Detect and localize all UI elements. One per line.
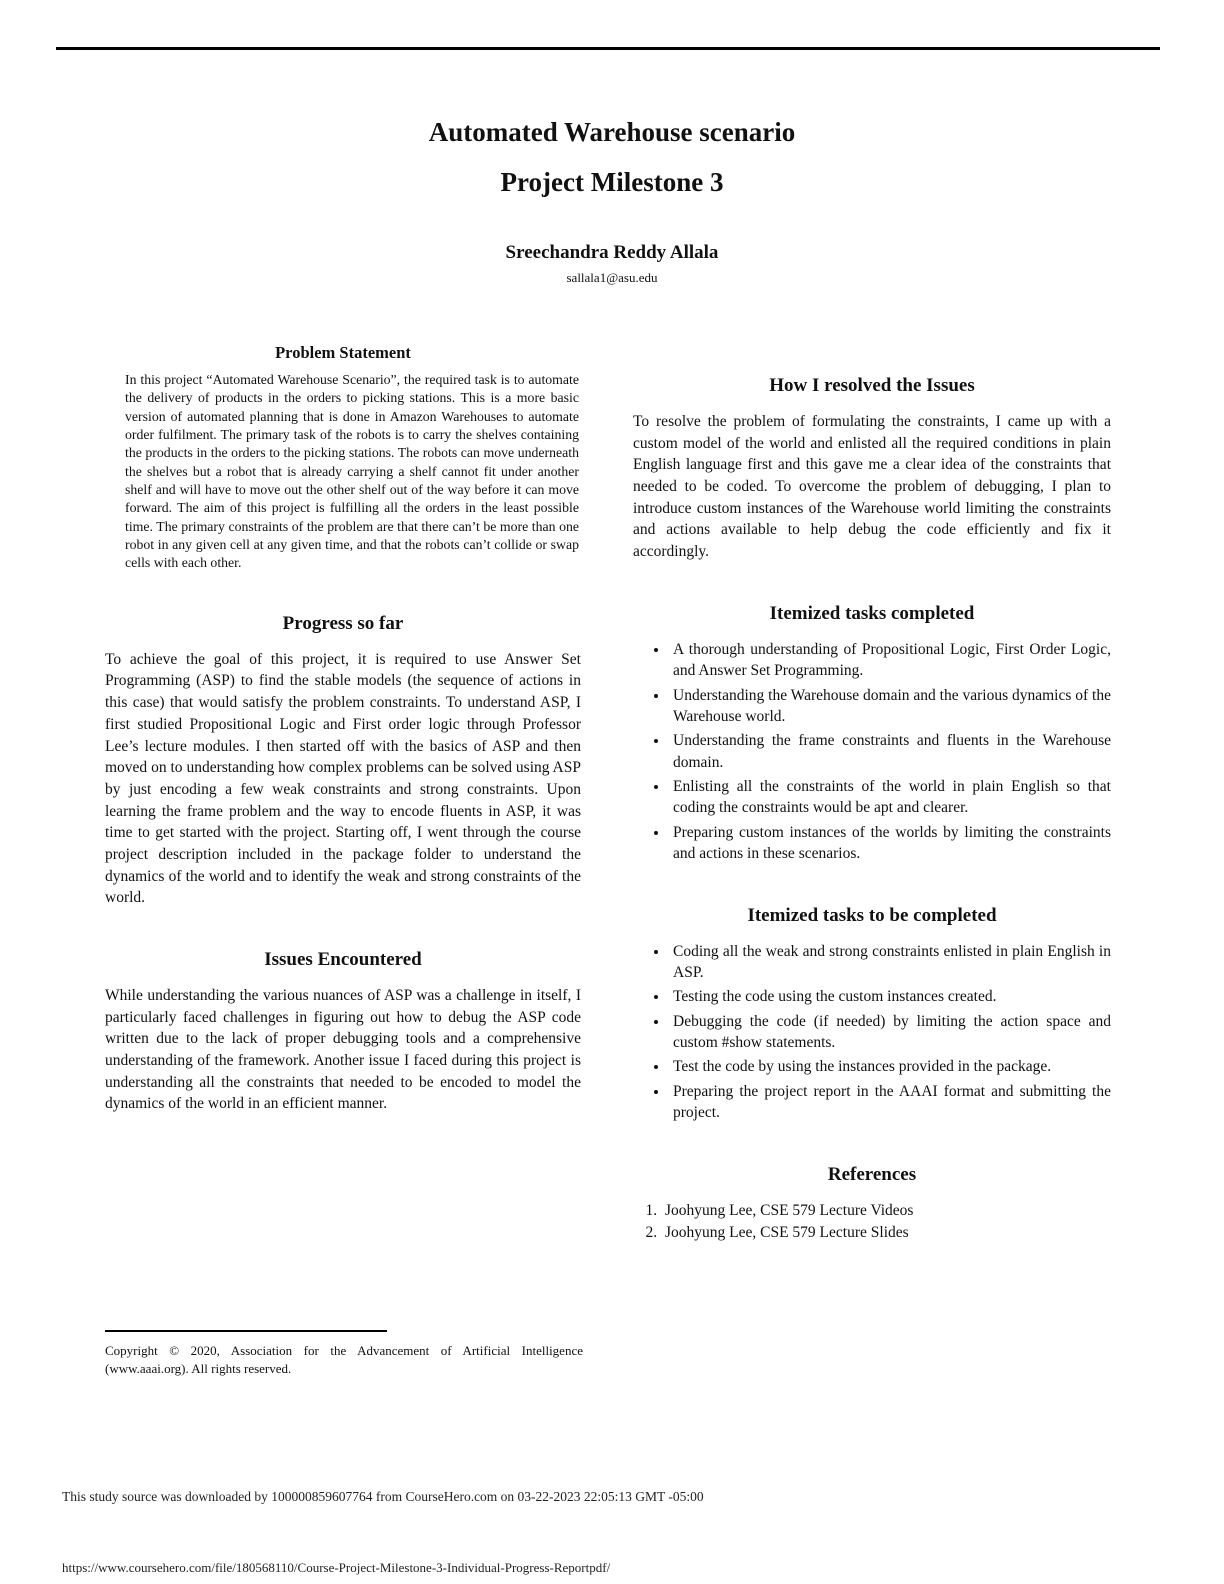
references-heading: References bbox=[827, 1163, 917, 1185]
coursehero-url-link[interactable]: https://www.coursehero.com/file/180568110/Course-Project-Milestone-3-Individual-Progress-Reportpdf/ bbox=[62, 1560, 611, 1575]
list-item: • A thorough understanding of Propositional Logic, First Order Logic, and Answer Set Programming. bbox=[669, 639, 1111, 682]
tasks-todo-heading: Itemized tasks to be completed bbox=[747, 904, 997, 926]
title-block bbox=[0, 108, 1224, 286]
list-item: • Debugging the code (if needed) by limiting the action space and custom #show statements. bbox=[669, 1011, 1111, 1054]
list-item: • Test the code by using the instances provided in the package. bbox=[669, 1056, 1111, 1077]
list-item: • Preparing the project report in the AAAI format and submitting the project. bbox=[669, 1081, 1111, 1124]
footnote-rule bbox=[105, 1330, 387, 1332]
list-item: • Testing the code using the custom instances created. bbox=[669, 986, 1111, 1007]
paper-title-line-1: Automated Warehouse scenario bbox=[428, 117, 796, 147]
author-name: Sreechandra Reddy Allala bbox=[505, 241, 719, 263]
progress-heading: Progress so far bbox=[282, 612, 404, 634]
list-item: • Understanding the Warehouse domain and the various dynamics of the Warehouse world. bbox=[669, 685, 1111, 728]
resolved-heading: How I resolved the Issues bbox=[769, 375, 975, 396]
progress-body: To achieve the goal of this project, it is required to use Answer Set Programming (ASP) to find the stable models (the sequence of actions in this case) that would satisfy the problem constraints. To understand ASP, I first studied Propositional Logic and First order logic through Professor Lee’s lecture modules. I then started off with the basics of ASP and then moved on to understanding how complex problems can be solved using ASP by just encoding a few weak constraints and strong constraints. Upon learning the frame problem and the way to encode fluents in ASP, it was time to get started with the project. Starting off, I went through the course project description included in the package folder to understand the dynamics of the world and to identify the weak and strong constraints of the world. bbox=[105, 650, 581, 907]
problem-statement-body: In this project “Automated Warehouse Scenario”, the required task is to automate the delivery of products in the orders to picking stations. This is a more basic version of automated planning that is done in Amazon Warehouses to automate order fulfilment. The primary task of the robots is to carry the shelves containing the products in the orders to the picking stations. The robots can move underneath the shelves but a robot that is already carrying a shelf cannot fit under another shelf and will have to move out the other shelf out of the way before it can move forward. The aim of this project is fulfilling all the orders in the least possible time. The primary constraints of the problem are that there can’t be more than one robot in any given cell at any given time, and that the robots can’t collide or swap cells with each other. bbox=[125, 372, 579, 571]
left-column bbox=[105, 335, 581, 1245]
paper-title-line-2: Project Milestone 3 bbox=[500, 166, 724, 197]
tasks-todo-list bbox=[633, 941, 1111, 1124]
two-column-body bbox=[105, 335, 1111, 1245]
list-item: • Preparing custom instances of the worlds by limiting the constraints and actions in these scenarios. bbox=[669, 822, 1111, 865]
problem-statement-heading: Problem Statement bbox=[275, 343, 411, 362]
list-item: • Coding all the weak and strong constraints enlisted in plain English in ASP. bbox=[669, 941, 1111, 984]
resolved-body: To resolve the problem of formulating the constraints, I came up with a custom model of the world and enlisted all the required conditions in plain English language first and this gave me a clear idea of the constraints that needed to be coded. To overcome the problem of debugging, I plan to introduce custom instances of the Warehouse world limiting the constraints and actions available to help debug the code efficiently and fix it accordingly. bbox=[633, 413, 1111, 561]
reference-item: 2. Joohyung Lee, CSE 579 Lecture Slides bbox=[661, 1222, 1111, 1244]
tasks-completed-heading: Itemized tasks completed bbox=[769, 602, 975, 624]
list-item: • Enlisting all the constraints of the world in plain English so that coding the constraints would be apt and clearer. bbox=[669, 776, 1111, 819]
download-stamp: This study source was downloaded by 100000859607764 from CourseHero.com on 03-22-2023 22:05:13 GMT -05:00 bbox=[62, 1489, 704, 1504]
list-item: • Understanding the frame constraints and fluents in the Warehouse domain. bbox=[669, 730, 1111, 773]
reference-item: 1. Joohyung Lee, CSE 579 Lecture Videos bbox=[661, 1200, 1111, 1222]
issues-body: While understanding the various nuances of ASP was a challenge in itself, I particularly faced challenges in figuring out how to debug the ASP code written due to the lack of proper debugging tools and a comprehensive understanding of the framework. Another issue I faced during this project is understanding all the constraints that needed to be encoded to model the dynamics of the world in an efficient manner. bbox=[105, 987, 581, 1113]
copyright-footnote bbox=[105, 1330, 583, 1378]
top-horizontal-rule bbox=[56, 47, 1160, 50]
author-email: sallala1@asu.edu bbox=[566, 269, 658, 285]
tasks-completed-list bbox=[633, 639, 1111, 865]
issues-heading: Issues Encountered bbox=[264, 949, 422, 971]
copyright-text: Copyright © 2020, Association for the Advancement of Artificial Intelligence (www.aaai.org). All rights reserved. bbox=[105, 1343, 583, 1377]
right-column bbox=[633, 335, 1111, 1245]
references-list bbox=[633, 1200, 1111, 1245]
